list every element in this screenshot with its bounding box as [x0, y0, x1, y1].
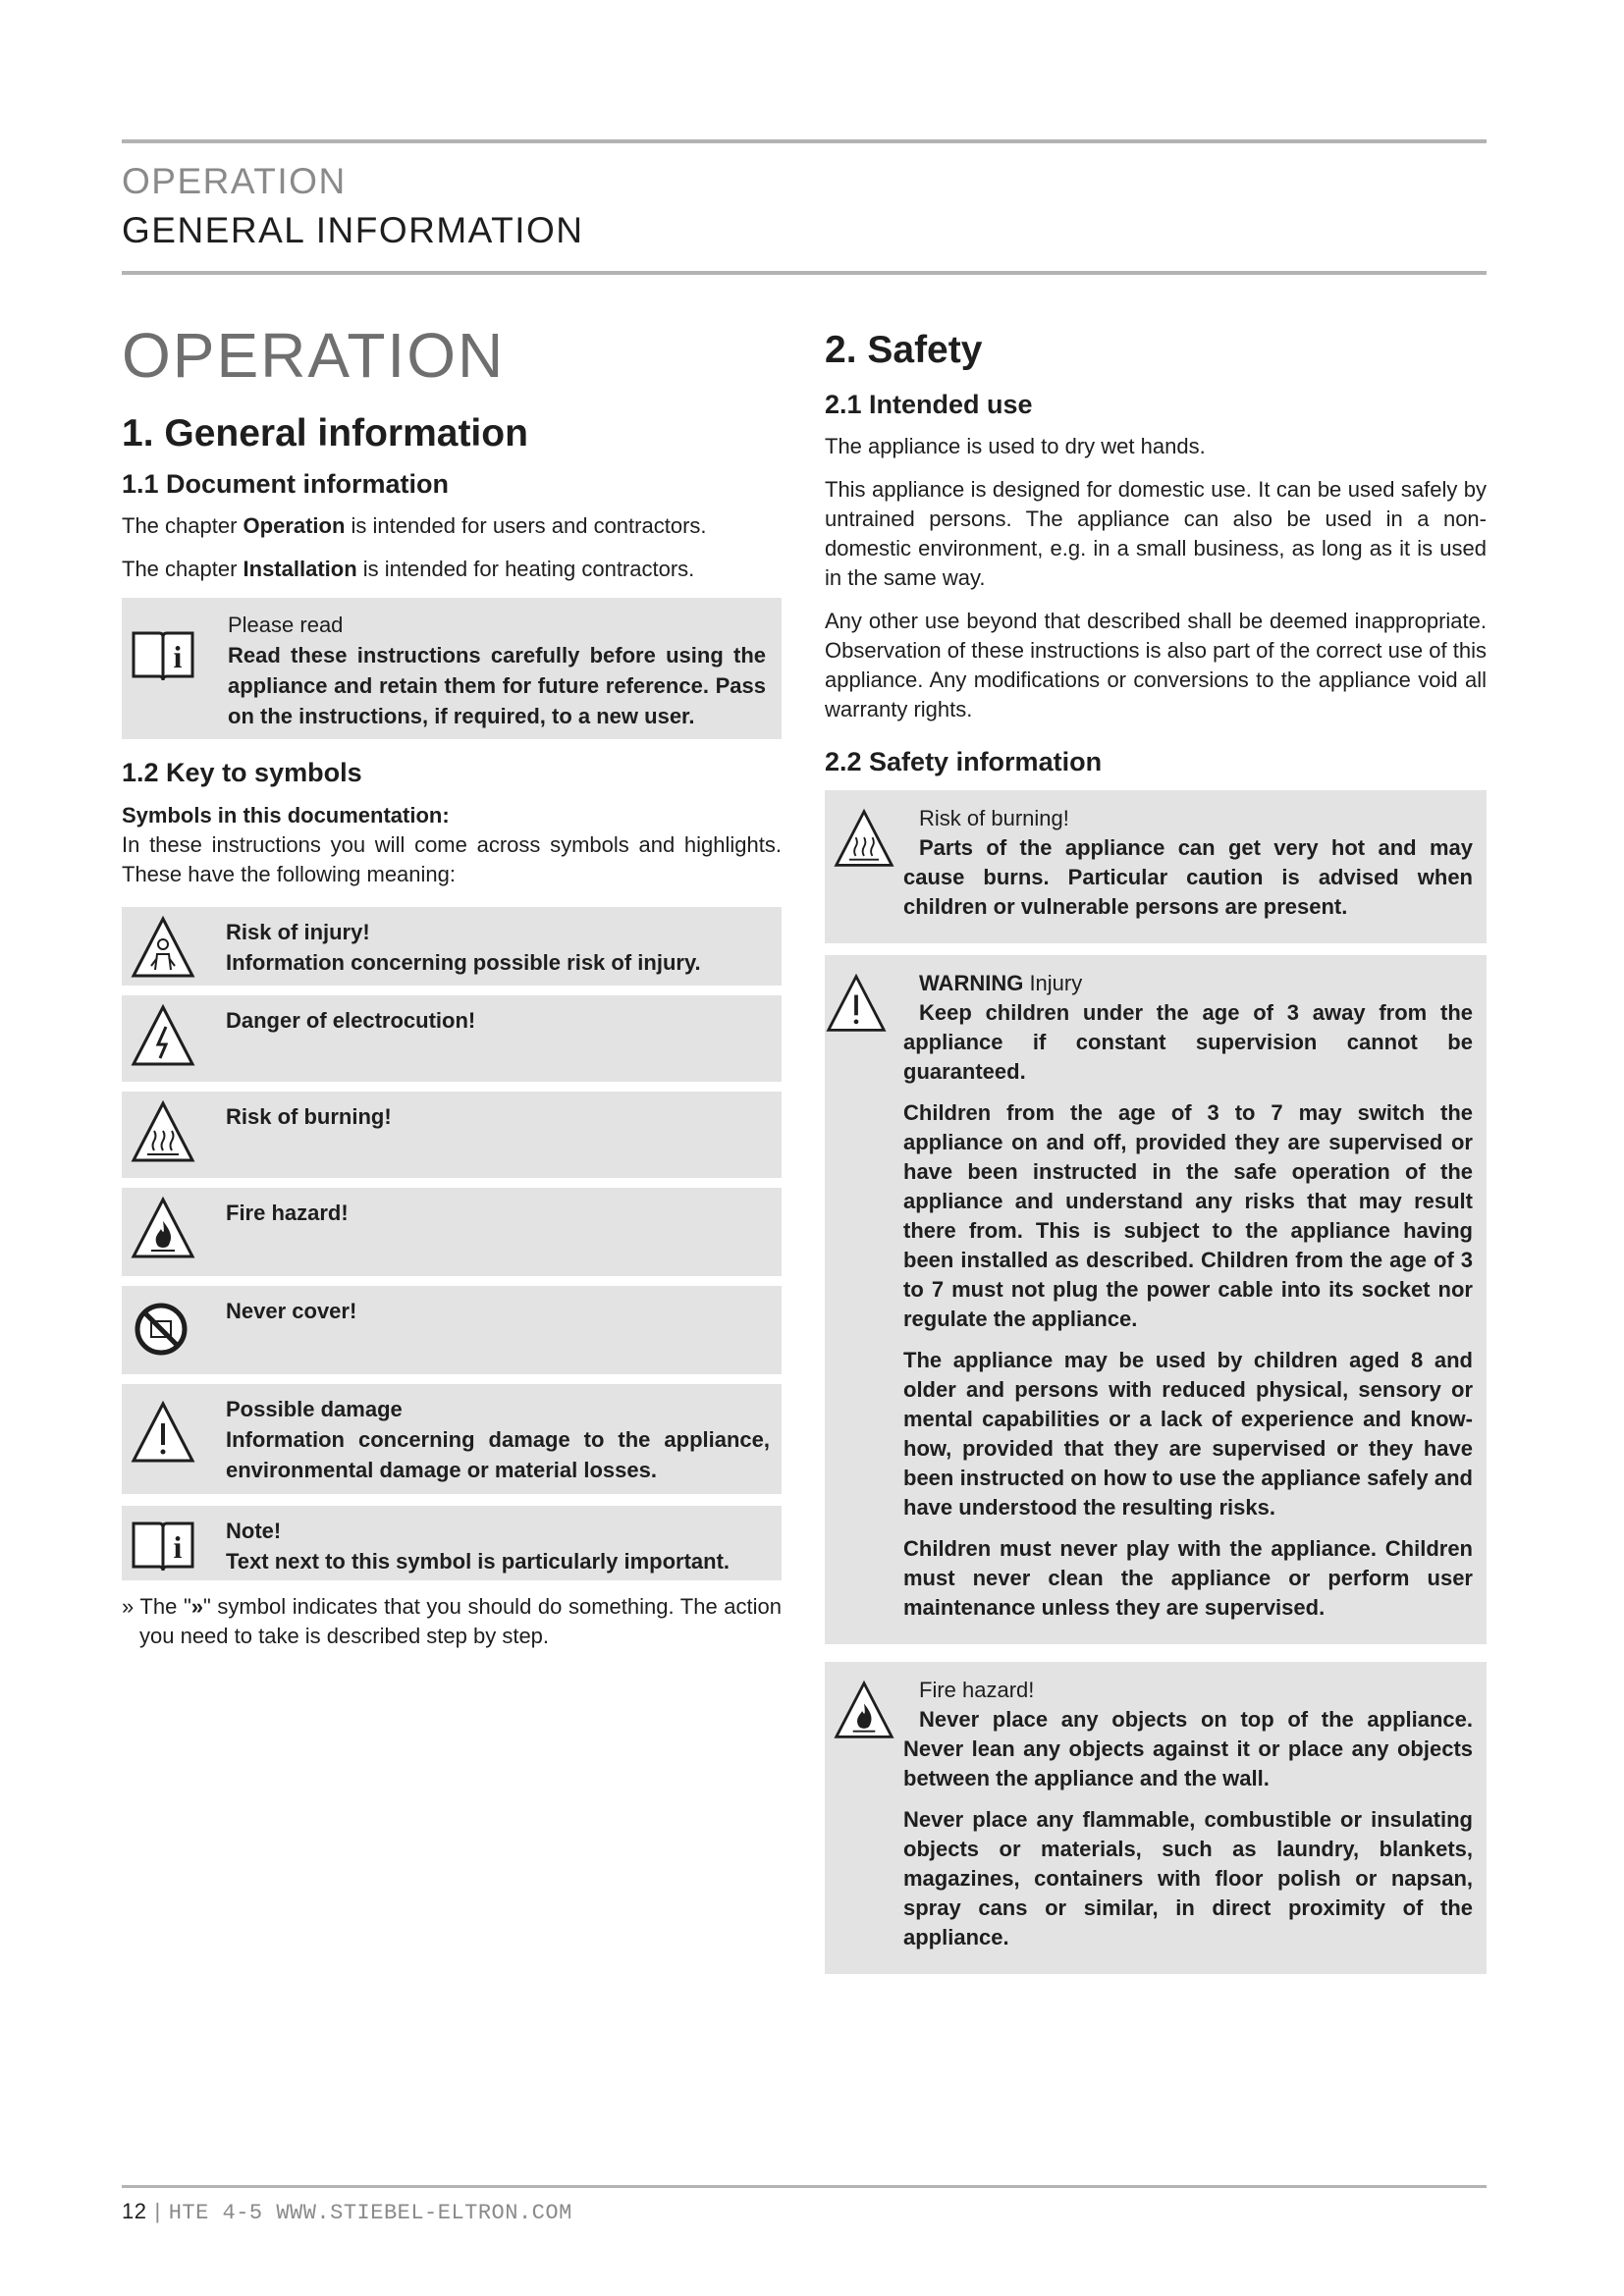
- operation-term: Operation: [243, 513, 346, 539]
- action-symbol: »: [190, 1593, 203, 1619]
- please-read-text: [228, 610, 766, 731]
- note-title: Note!: [226, 1518, 282, 1543]
- please-read-lead: Please read: [228, 613, 344, 638]
- safety-fire-p1: Never place any objects on top of the appliance. Never lean any objects against it or place any objects between the appliance and the wall.: [903, 1706, 1473, 1790]
- safety-fire-p2: Never place any flammable, combustible or insulating objects or materials, such as laundry, blankets, magazines, containers with floor polish or napsan, spray cans or similar, in direct proximity of the appliance.: [903, 1806, 1473, 1949]
- safety-warning-p2: Children from the age of 3 to 7 may switch the appliance on and off, provided they are supervised or have been instructed in the safe operation of the appliance and understand any risks that may result there from. This is subject to the appliance having been installed as described. Children from the age of 3 to 7 must not plug the power cable into its socket nor regulate the appliance.: [903, 1099, 1473, 1331]
- header-section: OPERATION: [122, 161, 347, 201]
- symbols-intro: In these instructions you will come across symbols and highlights. These have the following meaning:: [122, 831, 782, 886]
- left-column: [122, 320, 782, 1651]
- symbol-row-burning: [122, 1092, 782, 1178]
- header-top-rule: [122, 139, 1487, 143]
- symbol-title: Danger of electrocution!: [226, 1007, 476, 1033]
- safety-warning-p4: Children must never play with the appliance. Children must never clean the appliance or perform user maintenance unless they are supervised.: [903, 1535, 1473, 1620]
- symbol-desc: Information concerning possible risk of injury.: [226, 949, 701, 975]
- section-1-2-title: 1.2 Key to symbols: [122, 758, 362, 788]
- symbol-title: Possible damage: [226, 1396, 403, 1421]
- header-bottom-rule: [122, 271, 1487, 275]
- hot-surface-icon: [130, 1099, 196, 1166]
- symbol-row-electrocution: [122, 995, 782, 1082]
- safety-fire-text: [903, 1676, 1473, 1952]
- text-span: » The ": [122, 1593, 191, 1619]
- warning-label: WARNING: [919, 970, 1024, 995]
- note-text: [226, 1516, 770, 1576]
- intended-use-p2: This appliance is designed for domestic use. It can be used safely by untrained persons. The appliance can also be used in a non-domestic environment, e.g. in a small business, as long as it is used in the same way.: [825, 477, 1487, 591]
- safety-fire-lead: Fire hazard!: [919, 1677, 1035, 1702]
- footer-rule: [122, 2185, 1487, 2188]
- page-number: 12: [122, 2199, 147, 2223]
- header-subsection: GENERAL INFORMATION: [122, 210, 584, 250]
- symbol-text: [226, 1198, 770, 1228]
- symbol-title: Risk of injury!: [226, 919, 370, 944]
- symbols-heading: Symbols in this documentation:: [122, 802, 450, 828]
- safety-box-fire: [825, 1662, 1487, 1974]
- text-span: Injury: [1023, 970, 1083, 995]
- text-span: The chapter: [122, 513, 244, 539]
- note-box: [122, 1506, 782, 1580]
- text-span: The chapter: [122, 557, 244, 582]
- fire-hazard-icon: [833, 1680, 895, 1742]
- symbol-desc: Information concerning damage to the appliance, environmental damage or material losses.: [226, 1426, 770, 1482]
- section-2-2-title: 2.2 Safety information: [825, 747, 1103, 777]
- fire-hazard-icon: [130, 1196, 196, 1262]
- symbol-title: Fire hazard!: [226, 1200, 349, 1225]
- symbol-text: [226, 1296, 770, 1326]
- symbol-text: [226, 1394, 770, 1485]
- safety-warning-lead: [903, 969, 1473, 998]
- electrocution-icon: [130, 1003, 196, 1070]
- never-cover-icon: [130, 1294, 196, 1361]
- doc-info-operation: [122, 511, 782, 541]
- intended-use-p1: The appliance is used to dry wet hands.: [825, 434, 1206, 459]
- symbol-text: [226, 917, 770, 978]
- doc-info-installation: [122, 555, 782, 584]
- symbol-row-fire: [122, 1188, 782, 1276]
- caution-icon: [825, 973, 888, 1036]
- note-body: Text next to this symbol is particularly important.: [226, 1548, 731, 1574]
- symbol-title: Never cover!: [226, 1298, 357, 1323]
- caution-icon: [130, 1400, 196, 1467]
- text-span: is intended for heating contractors.: [356, 557, 695, 582]
- intended-use-p3: Any other use beyond that described shall be deemed inappropriate. Observation of these instructions is also part of the correct use of this appliance. Any modifications or conversions to the appliance void all warranty rights.: [825, 609, 1487, 722]
- section-2-1-title: 2.1 Intended use: [825, 389, 1033, 419]
- section-2-title: 2. Safety: [825, 329, 983, 371]
- footer-separator: |: [154, 2199, 161, 2223]
- text-span: " symbol indicates that you should do something. The action you need to take is described step by step.: [139, 1593, 782, 1648]
- book-info-icon: [130, 1510, 196, 1576]
- safety-burning-body: Parts of the appliance can get very hot and may cause burns. Particular caution is advised when children or vulnerable persons are present.: [903, 834, 1473, 919]
- please-read-body: Read these instructions carefully before using the appliance and retain them for future reference. Pass on the instructions, if required, to a new user.: [228, 643, 766, 729]
- footer: [122, 2199, 572, 2225]
- safety-box-burning: [825, 790, 1487, 943]
- hot-surface-icon: [833, 808, 895, 871]
- footer-doc-ref: HTE 4-5 WWW.STIEBEL-ELTRON.COM: [168, 2201, 572, 2225]
- symbol-text: [226, 1101, 770, 1132]
- svg-text:i: i: [173, 1528, 183, 1565]
- section-1-1-title: 1.1 Document information: [122, 468, 450, 499]
- please-read-box: [122, 598, 782, 739]
- symbol-title: Risk of burning!: [226, 1103, 392, 1129]
- safety-box-warning: [825, 955, 1487, 1644]
- safety-warning-text: [903, 969, 1473, 1623]
- symbol-text: [226, 1005, 770, 1036]
- section-1-title: 1. General information: [122, 412, 528, 454]
- safety-warning-p1: Keep children under the age of 3 away from the appliance if constant supervision cannot be guaranteed.: [903, 999, 1473, 1084]
- safety-burning-text: [903, 804, 1473, 922]
- action-symbol-explanation: [122, 1592, 782, 1651]
- main-title: OPERATION: [122, 320, 506, 391]
- book-info-icon: [130, 619, 196, 686]
- text-span: is intended for users and contractors.: [345, 513, 707, 539]
- svg-text:i: i: [173, 639, 183, 675]
- symbol-row-injury: [122, 907, 782, 986]
- installation-term: Installation: [243, 557, 357, 582]
- symbol-row-never-cover: [122, 1286, 782, 1374]
- injury-warning-icon: [130, 915, 196, 982]
- symbol-row-damage: [122, 1384, 782, 1494]
- right-column: [825, 329, 1487, 1986]
- safety-warning-p3: The appliance may be used by children aged 8 and older and persons with reduced physical, sensory or mental capabilities or a lack of experience and know-how, provided that they are supervised or they have been instructed on how to use the appliance safely and have understood the resulting risks.: [903, 1347, 1473, 1520]
- safety-burning-lead: Risk of burning!: [919, 805, 1069, 830]
